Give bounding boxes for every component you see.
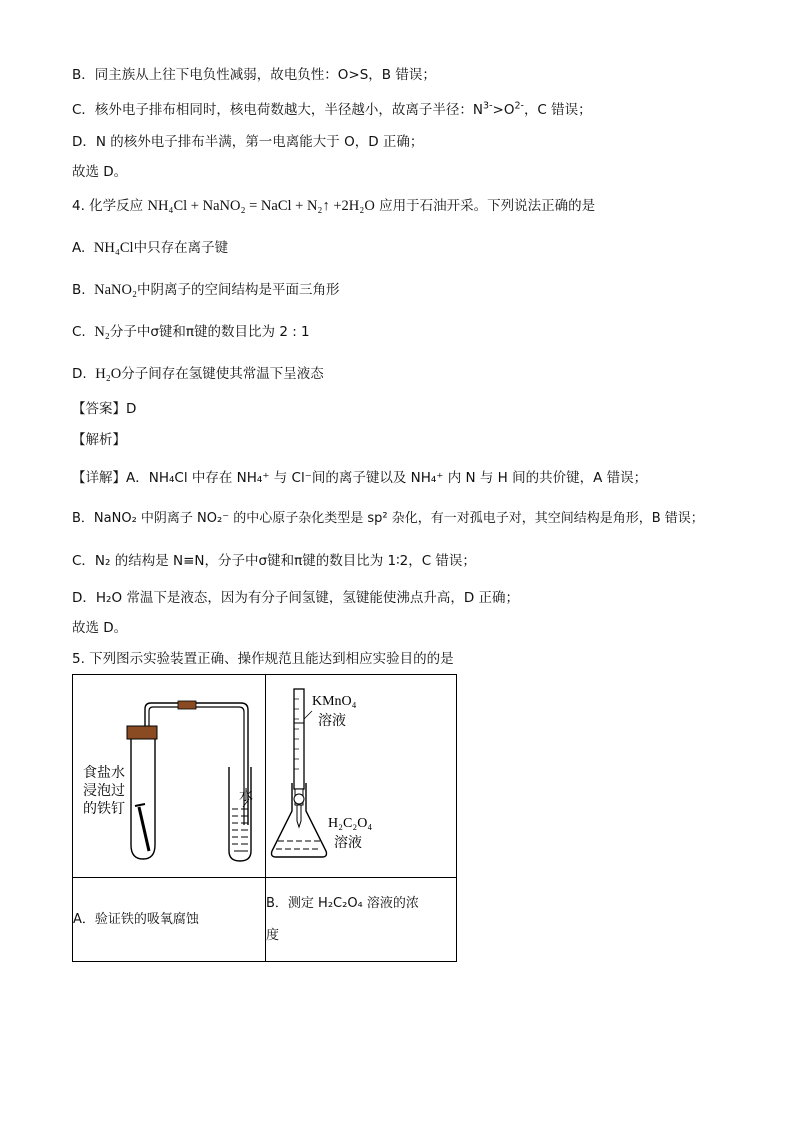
option-letter: B. xyxy=(72,282,95,298)
caption-b xyxy=(266,878,457,962)
q3-c-text: C．核外电子排布相同时，核电荷数越大，半径越小，故离子半径：N xyxy=(72,102,484,118)
nail-label-line3: 的铁钉 xyxy=(83,801,125,817)
q4-option-c-formula: N₂ xyxy=(94,324,110,340)
option-letter: C. xyxy=(72,324,95,340)
q3-c-sup1: 3- xyxy=(483,100,493,112)
q4-answer xyxy=(72,400,136,418)
option-letter: A. xyxy=(72,240,94,256)
q4-option-d-text: 分子间存在氢键使其常温下呈液态 xyxy=(121,366,324,382)
q3-c-mid: >O xyxy=(492,102,515,118)
caption-b-line1: B．测定 H₂C₂O₄ 溶液的浓 xyxy=(266,895,419,911)
q3-option-d-analysis: D．N 的核外电子排布半满，第一电离能大于 O，D 正确； xyxy=(72,134,424,150)
answer-label: 【答案】 xyxy=(72,401,126,417)
q4-option-a xyxy=(72,239,228,257)
q4-option-c-text: 分子中σ键和π键的数目比为 2 : 1 xyxy=(109,324,310,340)
q4-detail-c: C．N₂ 的结构是 N≡N，分子中σ键和π键的数目比为 1∶2，C 错误； xyxy=(72,553,476,569)
q3-c-sup2: 2- xyxy=(514,100,524,112)
h2c2o4-label: H₂C₂O₄ xyxy=(328,816,373,831)
kmno4-label: KMnO₄ xyxy=(312,694,357,709)
water-label: 水 xyxy=(239,788,253,804)
caption-b-line2: 度 xyxy=(266,927,280,943)
answer-value: D xyxy=(126,401,137,417)
q4-option-d xyxy=(72,365,324,383)
q3-option-b-analysis: B．同主族从上往下电负性减弱，故电负性：O>S，B 错误； xyxy=(72,67,436,83)
q4-option-a-text: 中只存在离子键 xyxy=(133,240,229,256)
q4-option-b-formula: NaNO₂ xyxy=(94,282,138,298)
nail-label-line2: 浸泡过 xyxy=(83,783,125,799)
q5-stem: 5. 下列图示实验装置正确、操作规范且能达到相应实验目的的是 xyxy=(72,651,454,667)
nail-label-line1: 食盐水 xyxy=(83,765,125,781)
q4-stem-prefix: 4. 化学反应 xyxy=(72,198,144,214)
q4-option-a-formula: NH₄Cl xyxy=(93,240,134,256)
q4-stem xyxy=(72,197,595,215)
q4-detail-a-text: A．NH₄Cl 中存在 NH₄⁺ 与 Cl⁻间的离子键以及 NH₄⁺ 内 N 与 H 间的共价键，A 错误； xyxy=(126,470,648,486)
q4-option-c xyxy=(72,323,310,341)
q4-detail-d: D．H₂O 常温下是液态，因为有分子间氢键，氢键能使沸点升高，D 正确； xyxy=(72,590,520,606)
figure-b-cell xyxy=(266,675,457,878)
q4-equation: NH₄Cl + NaNO₂ = NaCl + N₂↑ +2H₂O xyxy=(147,198,375,214)
q4-stem-suffix: 应用于石油开采。下列说法正确的是 xyxy=(379,198,596,214)
q3-conclusion: 故选 D。 xyxy=(72,164,128,180)
q4-option-b-text: 中阴离子的空间结构是平面三角形 xyxy=(137,282,340,298)
q4-detail-b: B．NaNO₂ 中阴离子 NO₂⁻ 的中心原子杂化类型是 sp² 杂化，有一对孤电子对，其空间结构是角形，B 错误； xyxy=(72,511,704,526)
caption-a: A．验证铁的吸氧腐蚀 xyxy=(73,878,266,962)
q4-conclusion: 故选 D。 xyxy=(72,620,128,636)
iron-corrosion-apparatus xyxy=(73,675,265,873)
q4-option-d-formula: H₂O xyxy=(95,366,122,382)
q3-c-suffix: ，C 错误； xyxy=(523,102,592,118)
titration-apparatus xyxy=(266,675,456,873)
q4-option-b xyxy=(72,281,340,299)
h2c2o4-solution-label: 溶液 xyxy=(334,835,362,851)
q4-analysis-label: 【解析】 xyxy=(72,432,126,448)
q3-option-c-analysis xyxy=(72,101,592,119)
option-letter: D. xyxy=(72,366,96,382)
detail-label: 【详解】 xyxy=(72,470,126,486)
experiment-table xyxy=(72,674,457,962)
kmno4-solution-label: 溶液 xyxy=(318,713,346,729)
q4-detail-a xyxy=(72,469,647,487)
figure-a-cell xyxy=(73,675,266,878)
